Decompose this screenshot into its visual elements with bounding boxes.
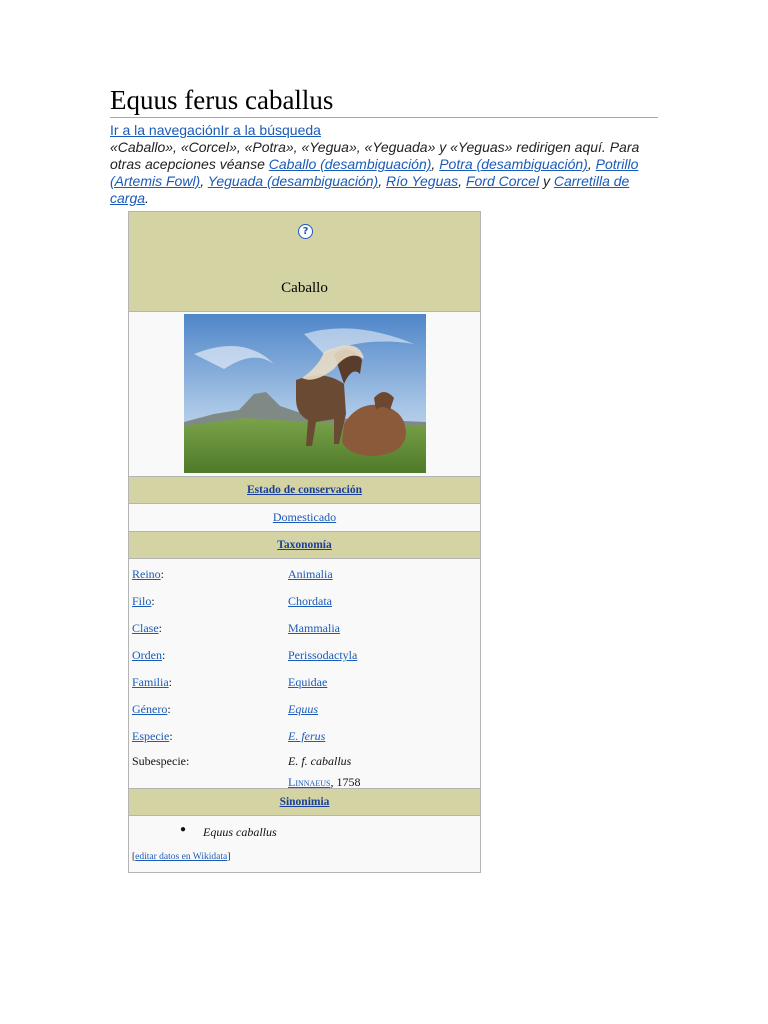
rank-value-link[interactable]: E. ferus <box>288 729 326 743</box>
synonymy-header-link[interactable]: Sinonimia <box>279 796 330 808</box>
rank-label: Clase: <box>132 621 163 635</box>
bracket: [ <box>132 852 136 862</box>
wikidata-edit-wrapper <box>132 852 230 862</box>
separator: , <box>431 156 440 172</box>
rank-label: Familia: <box>132 675 173 689</box>
hatnote-link-yeguada[interactable]: Yeguada (desambiguación) <box>207 173 379 189</box>
nav-link[interactable]: Ir a la navegación <box>110 122 221 138</box>
hatnote <box>110 139 658 207</box>
wikidata-edit <box>129 844 480 872</box>
search-link[interactable]: Ir a la búsqueda <box>220 122 321 138</box>
rank-link[interactable]: Filo <box>132 594 152 608</box>
taxonomy-header <box>129 532 480 559</box>
hatnote-link-potrillo[interactable]: Potrillo (Artemis Fowl) <box>110 156 639 189</box>
taxobox-header <box>129 212 480 312</box>
page-title: Equus ferus caballus <box>110 84 658 118</box>
rank-value-link[interactable]: Perissodactyla <box>288 648 358 662</box>
hatnote-link-potra[interactable]: Potra (desambiguación) <box>439 156 588 172</box>
taxonomy-row-reino <box>129 559 480 586</box>
rank-link[interactable]: Orden <box>132 648 162 662</box>
separator: , <box>458 173 466 189</box>
taxobox-title: Caballo <box>281 280 328 296</box>
conservation-header <box>129 477 480 504</box>
rank-label: Especie: <box>132 729 173 743</box>
rank-value-link[interactable]: Chordata <box>288 594 332 608</box>
conservation-status <box>129 504 480 532</box>
taxobox-image-row <box>129 312 480 477</box>
subspecies-value: E. f. caballus <box>288 754 352 768</box>
synonym-text: Equus caballus <box>203 825 277 839</box>
rank-label: Filo: <box>132 594 155 608</box>
bracket: ] <box>227 852 231 862</box>
taxonomy-row-filo <box>129 586 480 613</box>
taxobox <box>128 211 481 873</box>
separator: . <box>145 190 149 206</box>
rank-label: Género: <box>132 702 171 716</box>
separator: , <box>378 173 387 189</box>
bullet-icon: ● <box>180 824 187 835</box>
hatnote-link-rio-yeguas[interactable]: Río Yeguas <box>386 173 459 189</box>
separator: , <box>587 156 596 172</box>
separator: , <box>200 173 208 189</box>
rank-link[interactable]: Clase <box>132 621 159 635</box>
rank-label: Orden: <box>132 648 166 662</box>
taxonomy-header-link[interactable]: Taxonomía <box>277 539 332 551</box>
taxonomy-row-orden <box>129 640 480 667</box>
jump-links <box>110 122 658 139</box>
rank-value-link[interactable]: Animalia <box>288 567 333 581</box>
rank-link[interactable]: Especie <box>132 729 170 743</box>
rank-value-link[interactable]: Equidae <box>288 675 328 689</box>
hatnote-link-ford-corcel[interactable]: Ford Corcel <box>465 173 540 189</box>
author-link[interactable]: Linnaeus <box>288 775 331 789</box>
taxonomy-row-familia <box>129 667 480 694</box>
authority <box>288 775 360 790</box>
hatnote-text: «Caballo», «Corcel», «Potra», «Yegua», «Yeguada» y «Yeguas» redirigen aquí. Para otras acepciones véanse <box>110 139 640 172</box>
hatnote-link-carretilla[interactable]: Carretilla de carga <box>110 173 630 206</box>
rank-label: Reino: <box>132 567 165 581</box>
help-icon[interactable]: ? <box>298 224 313 239</box>
wikidata-edit-link[interactable]: editar datos en Wikidata <box>135 852 228 862</box>
taxonomy-row-especie <box>129 721 480 748</box>
hatnote-link-caballo[interactable]: Caballo (desambiguación) <box>268 156 432 172</box>
rank-link[interactable]: Familia <box>132 675 169 689</box>
author-year: , 1758 <box>330 775 361 789</box>
synonym-item <box>129 816 480 844</box>
rank-link[interactable]: Género <box>132 702 168 716</box>
taxonomy-row-subespecie <box>129 748 480 789</box>
synonymy-header <box>129 789 480 816</box>
rank-link[interactable]: Reino <box>132 567 161 581</box>
article <box>110 84 658 207</box>
conservation-status-link[interactable]: Domesticado <box>272 510 337 524</box>
separator: y <box>539 173 554 189</box>
conservation-header-link[interactable]: Estado de conservación <box>247 484 362 496</box>
subspecies-label: Subespecie: <box>132 754 190 768</box>
taxonomy-row-genero <box>129 694 480 721</box>
taxonomy-row-clase <box>129 613 480 640</box>
horse-photo[interactable] <box>184 314 426 473</box>
rank-value-link[interactable]: Mammalia <box>288 621 340 635</box>
rank-value-link[interactable]: Equus <box>288 702 318 716</box>
